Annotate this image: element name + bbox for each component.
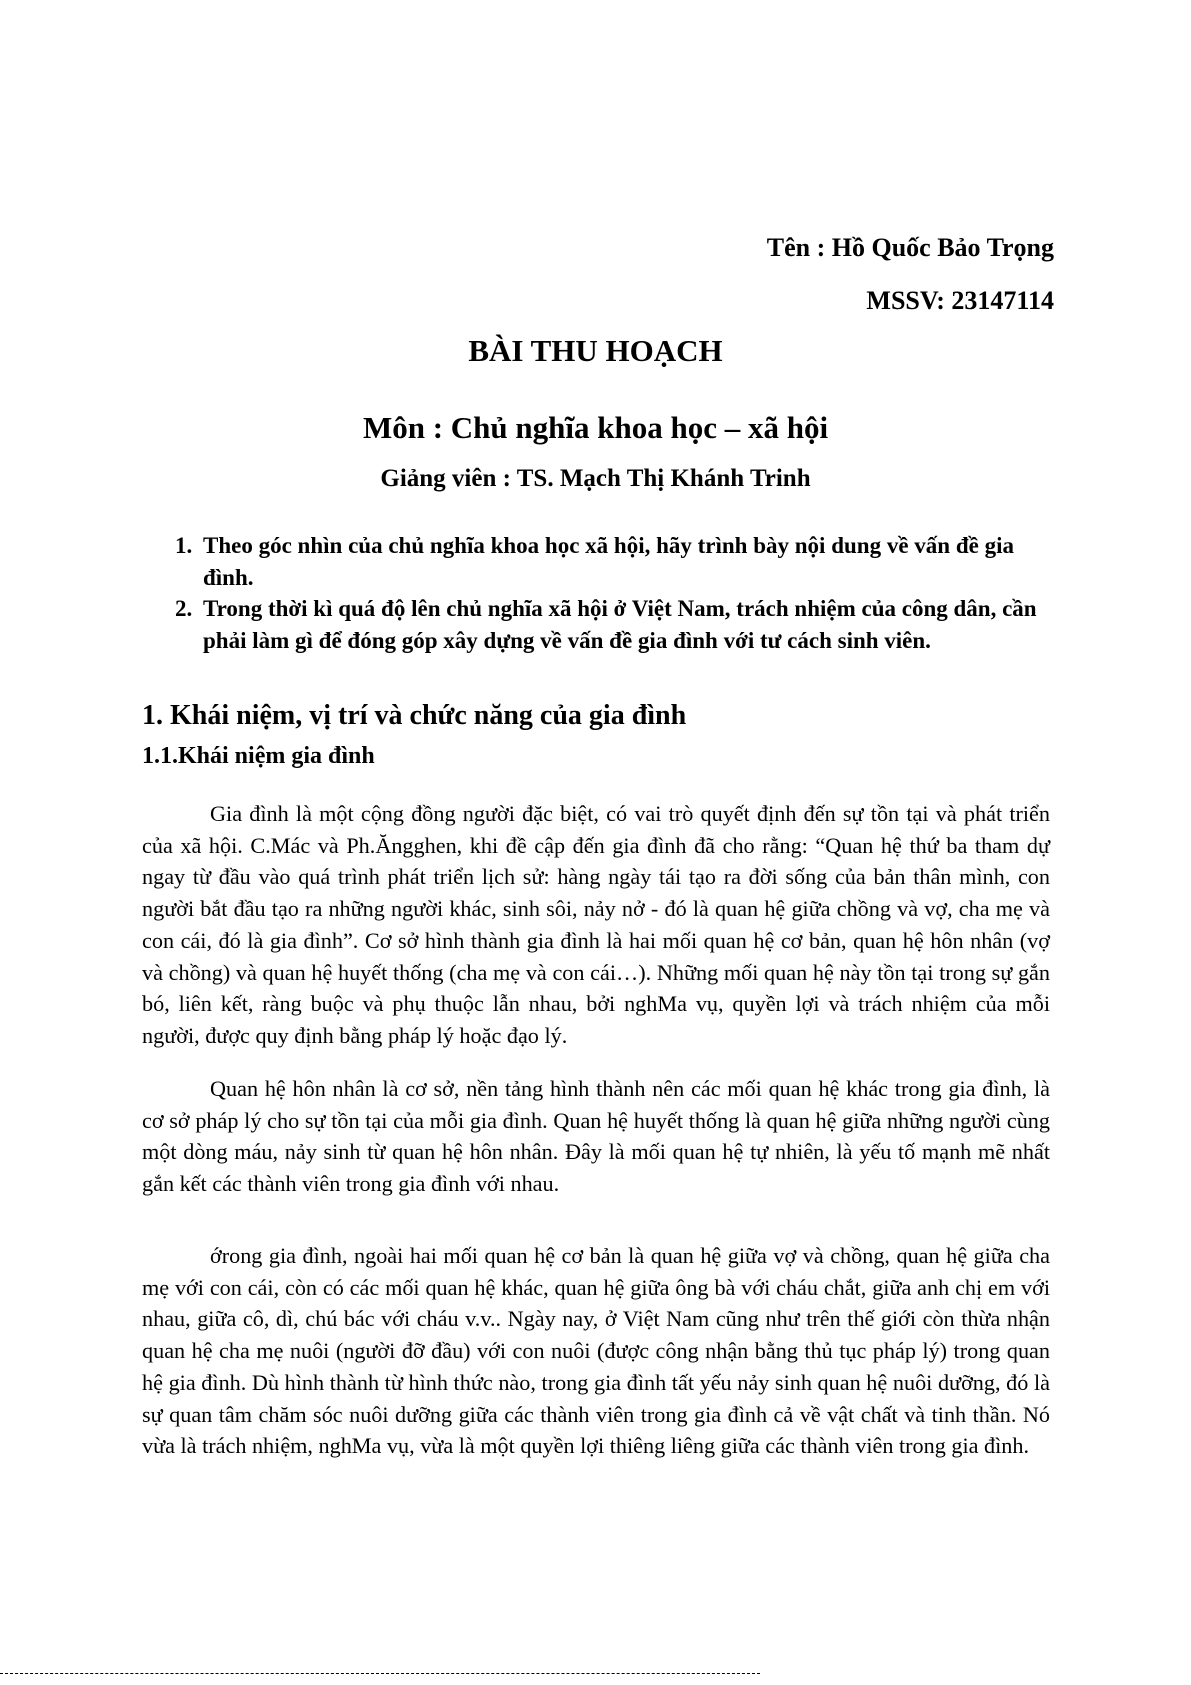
section-heading: 1. Khái niệm, vị trí và chức năng của gia đình xyxy=(142,700,687,731)
question-number: 1. xyxy=(175,533,193,558)
question-item xyxy=(155,530,1060,593)
question-text: Theo góc nhìn của chủ nghĩa khoa học xã hội, hãy trình bày nội dung về vấn đề gia đình. xyxy=(203,533,1014,590)
question-list xyxy=(155,530,1060,656)
lecturer-line: Giảng viên : TS. Mạch Thị Khánh Trinh xyxy=(380,465,811,492)
question-text: Trong thời kì quá độ lên chủ nghĩa xã hội ở Việt Nam, trách nhiệm của công dân, cần phải làm gì để đóng góp xây dựng về vấn đề gia đình với tư cách sinh viên. xyxy=(203,596,1037,653)
body-paragraph: ớrong gia đình, ngoài hai mối quan hệ cơ bản là quan hệ giữa vợ và chồng, quan hệ giữa cha mẹ với con cái, còn có các mối quan hệ khác, quan hệ giữa ông bà với cháu chắt, giữa anh chị em với nhau, giữa cô, dì, chú bác với cháu v.v.. Ngày nay, ở Việt Nam cũng như trên thế giới còn thừa nhận quan hệ cha mẹ nuôi (người đỡ đầu) với con nuôi (được công nhận bằng thủ tục pháp lý) trong quan hệ gia đình. Dù hình thành từ hình thức nào, trong gia đình tất yếu nảy sinh quan hệ nuôi dưỡng, đó là sự quan tâm chăm sóc nuôi dưỡng giữa các thành viên trong gia đình cả về vật chất và tinh thần. Nó vừa là trách nhiệm, nghMa vụ, vừa là một quyền lợi thiêng liêng giữa các thành viên trong gia đình. xyxy=(142,1243,1050,1459)
subsection-heading: 1.1.Khái niệm gia đình xyxy=(142,743,375,769)
body-paragraph: Gia đình là một cộng đồng người đặc biệt, có vai trò quyết định đến sự tồn tại và phát triển của xã hội. C.Mác và Ph.Ăngghen, khi đề cập đến gia đình đã cho rằng: “Quan hệ thứ ba tham dự ngay từ đầu vào quá trình phát triển lịch sử: hàng ngày tái tạo ra đời sống của bản thân mình, con người bắt đầu tạo ra những người khác, sinh sôi, nảy nở - đó là quan hệ giữa chồng và vợ, cha mẹ và con cái, đó là gia đình”. Cơ sở hình thành gia đình là hai mối quan hệ cơ bản, quan hệ hôn nhân (vợ và chồng) và quan hệ huyết thống (cha mẹ và con cái…). Những mối quan hệ này tồn tại trong sự gắn bó, liên kết, ràng buộc và phụ thuộc lẫn nhau, bởi nghMa vụ, quyền lợi và trách nhiệm của mỗi người, được quy định bằng pháp lý hoặc đạo lý. xyxy=(142,801,1050,1048)
question-number: 2. xyxy=(175,596,193,621)
question-item xyxy=(155,593,1060,656)
subject-title: Môn : Chủ nghĩa khoa học – xã hội xyxy=(362,410,829,445)
footer-rule xyxy=(0,1673,760,1674)
body-paragraph: Quan hệ hôn nhân là cơ sở, nền tảng hình thành nên các mối quan hệ khác trong gia đình, là cơ sở pháp lý cho sự tồn tại của mỗi gia đình. Quan hệ huyết thống là quan hệ giữa những người cùng một dòng máu, nảy sinh từ quan hệ hôn nhân. Đây là mối quan hệ tự nhiên, là yếu tố mạnh mẽ nhất gắn kết các thành viên trong gia đình với nhau. xyxy=(142,1076,1050,1197)
student-id: MSSV: 23147114 xyxy=(866,286,1054,315)
document-title: BÀI THU HOẠCH xyxy=(468,333,723,368)
student-name: Tên : Hồ Quốc Bảo Trọng xyxy=(766,233,1054,262)
